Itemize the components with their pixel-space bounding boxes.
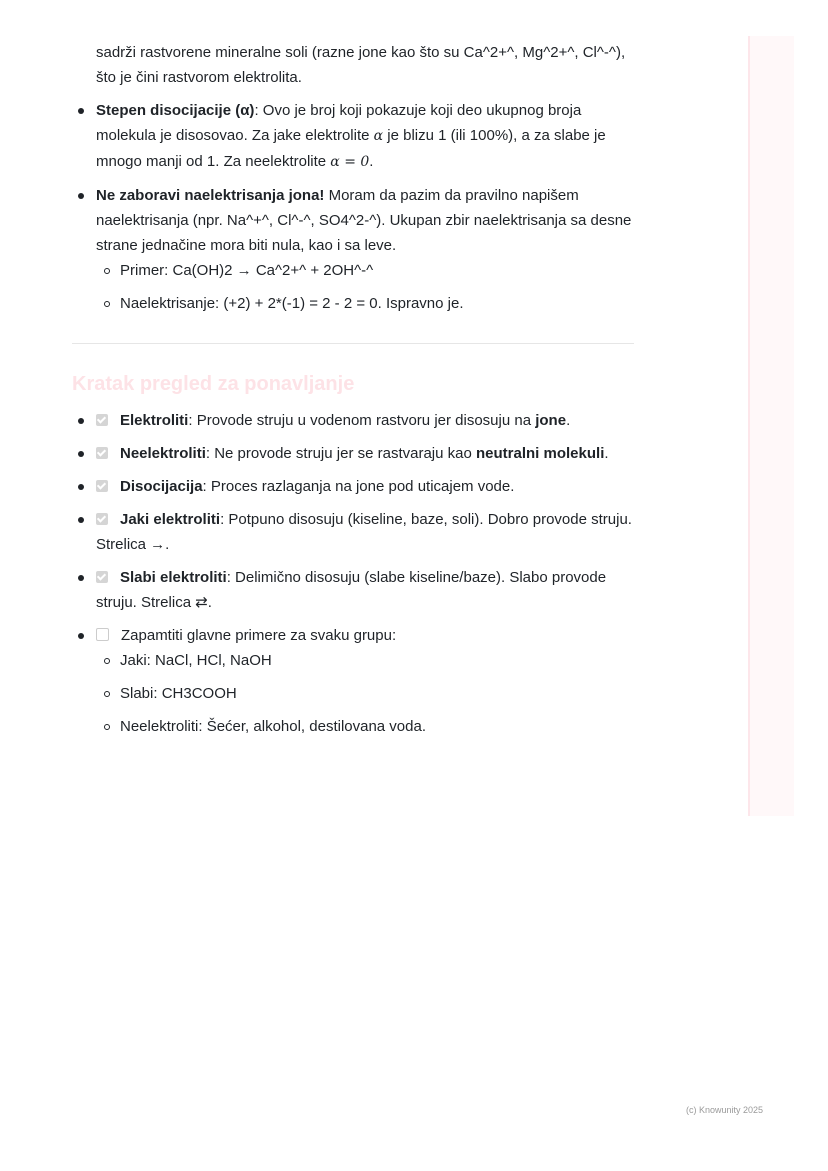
sub-item-nonelectrolytes: Neelektroliti: Šećer, alkohol, destilovana voda.: [96, 714, 638, 739]
sub-list: [96, 648, 638, 739]
checkbox-unchecked-icon[interactable]: [96, 628, 109, 641]
checkbox-checked-icon[interactable]: [96, 447, 108, 459]
intro-paragraph: sadrži rastvorene mineralne soli (razne jone kao što su Ca^2+^, Mg^2+^, Cl^-^), što je čini rastvorom elektrolita.: [96, 44, 626, 86]
sidebar-strip: [748, 36, 794, 816]
alpha-symbol: α: [373, 128, 384, 144]
checklist-item-strong-electrolytes: Jaki elektroliti: Potpuno disosuju (kiseline, baze, soli). Dobro provode struju. Strelica →.: [72, 507, 638, 557]
checklist-item-nonelectrolytes: Neelektroliti: Ne provode struju jer se rastvaraju kao neutralni molekuli.: [72, 441, 638, 466]
section-heading: Kratak pregled za ponavljanje: [72, 373, 355, 395]
checklist-item-electrolytes: Elektroliti: Provode struju u vodenom rastvoru jer disosuju na jone.: [72, 408, 638, 433]
checklist-item-weak-electrolytes: Slabi elektroliti: Delimično disosuju (slabe kiseline/baze). Slabo provode struju. Strelica ⇄.: [72, 565, 638, 615]
checklist-item-dissociation: Disocijacija: Proces razlaganja na jone pod uticajem vode.: [72, 474, 638, 499]
sub-item-strong: Jaki: NaCl, HCl, NaOH: [96, 648, 638, 673]
document-content: [72, 40, 638, 739]
sub-item-charge-check: Naelektrisanje: (+2) + 2*(-1) = 2 - 2 = 0. Ispravno je.: [96, 291, 638, 316]
list-item-dissociation-degree: Stepen disocijacije (α): Ovo je broj koji pokazuje koji deo ukupnog broja molekula je disosovao. Za jake elektrolite α je blizu 1 (ili 100%), a za slabe je mnogo manji od 1. Za neelektrolite α = 0.: [72, 98, 638, 175]
checkbox-checked-icon[interactable]: [96, 513, 108, 525]
list-item-ion-charges: Ne zaboravi naelektrisanja jona! Moram da pazim da pravilno napišem naelektrisanja (npr. Na^+^, Cl^-^, SO4^2-^). Ukupan zbir naelektrisanja sa desne strane jednačine mora biti nula, kao i sa leve. Primer: Ca(OH)2 → Ca^2+^ + 2OH^-^ Naelektrisanje: (+2) + 2*(-1) = 2 - 2 = 0. Ispravno je.: [72, 183, 638, 316]
sub-list: [96, 258, 638, 316]
notes-list: [72, 98, 638, 316]
copyright-footer: (c) Knowunity 2025: [686, 1105, 764, 1115]
review-checklist: [72, 408, 638, 739]
item-title: Stepen disocijacije (α): [96, 102, 255, 119]
item-title: Ne zaboravi naelektrisanja jona!: [96, 187, 325, 204]
checklist-item-remember-examples: Zapamtiti glavne primere za svaku grupu: Jaki: NaCl, HCl, NaOH Slabi: CH3COOH Neelektroliti: Šećer, alkohol, destilovana voda.: [72, 623, 638, 739]
checkbox-checked-icon[interactable]: [96, 480, 108, 492]
alpha-zero: α = 0: [330, 154, 370, 170]
section-divider: [72, 343, 634, 344]
sub-item-weak: Slabi: CH3COOH: [96, 681, 638, 706]
sub-item-example: Primer: Ca(OH)2 → Ca^2+^ + 2OH^-^: [96, 258, 638, 283]
checkbox-checked-icon[interactable]: [96, 571, 108, 583]
checkbox-checked-icon[interactable]: [96, 414, 108, 426]
